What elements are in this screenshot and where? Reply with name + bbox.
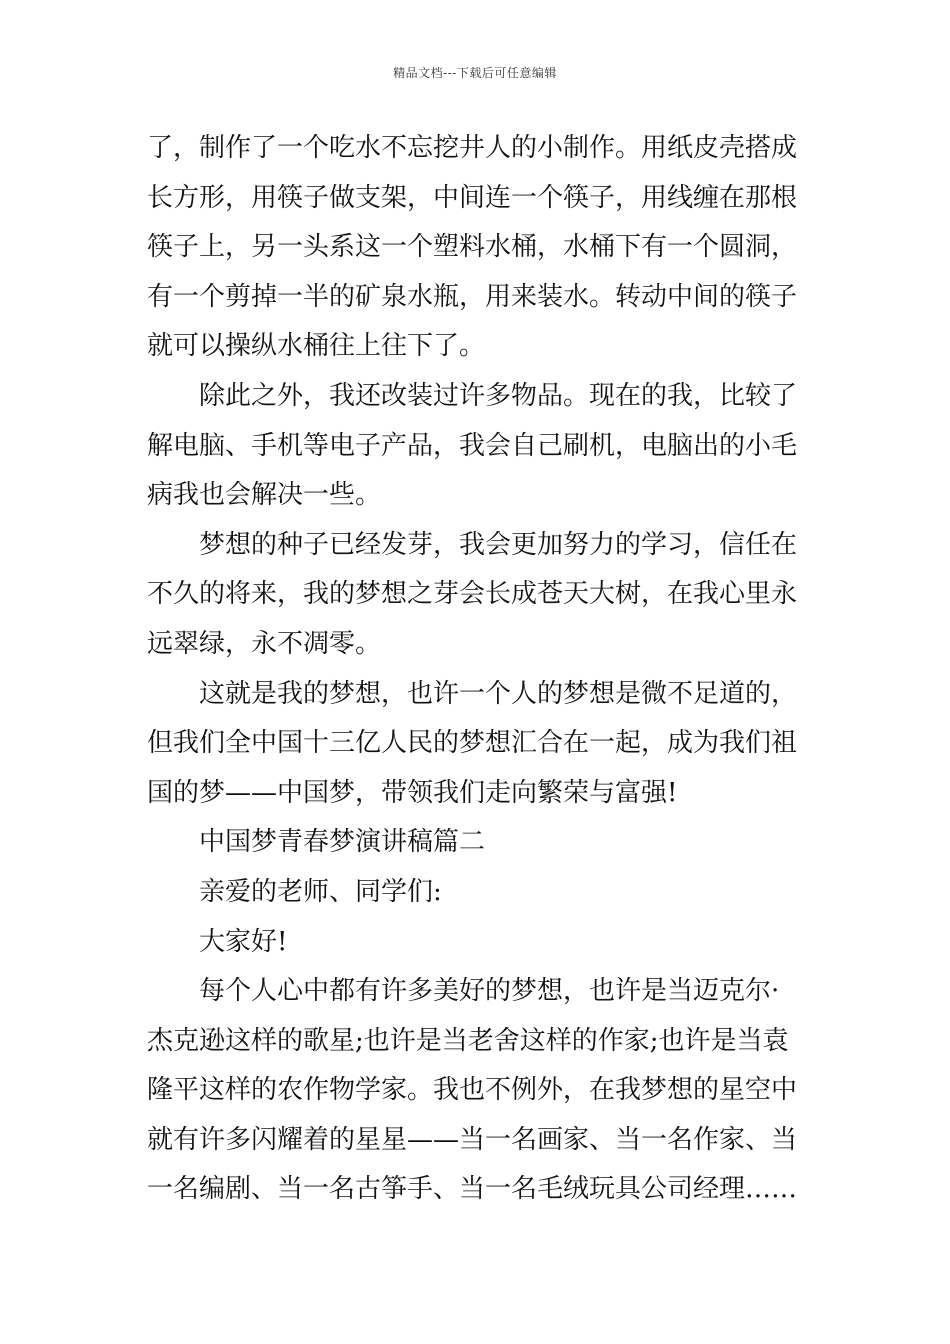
page-header: 精品文档---下载后可任意编辑 xyxy=(393,66,557,80)
text-line: 不久的将来，我的梦想之芽会长成苍天大树，在我心里永 xyxy=(147,579,798,610)
paragraph-start-line: 这就是我的梦想，也许一个人的梦想是微不足道的， xyxy=(199,678,798,709)
text-line: 杰克逊这样的歌星;也许是当老舍这样的作家;也许是当袁 xyxy=(147,1025,789,1056)
salutation: 亲爱的老师、同学们: xyxy=(199,876,442,907)
text-line: 有一个剪掉一半的矿泉水瓶，用来装水。转动中间的筷子 xyxy=(147,281,798,312)
greeting: 大家好! xyxy=(199,926,288,957)
paragraph-start-line: 梦想的种子已经发芽，我会更加努力的学习，信任在 xyxy=(199,529,798,560)
text-line: 隆平这样的农作物学家。我也不例外，在我梦想的星空中 xyxy=(147,1075,798,1106)
text-line: 长方形，用筷子做支架，中间连一个筷子，用线缠在那根 xyxy=(147,182,798,213)
text-line: 了，制作了一个吃水不忘挖井人的小制作。用纸皮壳搭成 xyxy=(147,133,798,163)
text-line: 一名编剧、当一名古筝手、当一名毛绒玩具公司经理…… xyxy=(147,1174,798,1205)
text-line: 筷子上，另一头系这一个塑料水桶，水桶下有一个圆洞， xyxy=(147,232,798,263)
section-title: 中国梦青春梦演讲稿篇二 xyxy=(199,827,486,858)
text-line: 就可以操纵水桶往上往下了。 xyxy=(147,331,486,362)
document-body xyxy=(147,124,807,1215)
paragraph-start-line: 除此之外，我还改装过许多物品。现在的我，比较了 xyxy=(199,380,798,411)
text-line: 解电脑、手机等电子产品，我会自己刷机，电脑出的小毛 xyxy=(147,430,798,461)
text-line: 但我们全中国十三亿人民的梦想汇合在一起，成为我们祖 xyxy=(147,728,798,759)
paragraph-start-line: 每个人心中都有许多美好的梦想，也许是当迈克尔· xyxy=(199,976,780,1007)
text-line: 远翠绿，永不凋零。 xyxy=(147,628,382,659)
text-line: 病我也会解决一些。 xyxy=(147,480,382,511)
text-line: 国的梦——中国梦，带领我们走向繁荣与富强! xyxy=(147,777,678,808)
text-line: 就有许多闪耀着的星星——当一名画家、当一名作家、当 xyxy=(147,1124,798,1155)
